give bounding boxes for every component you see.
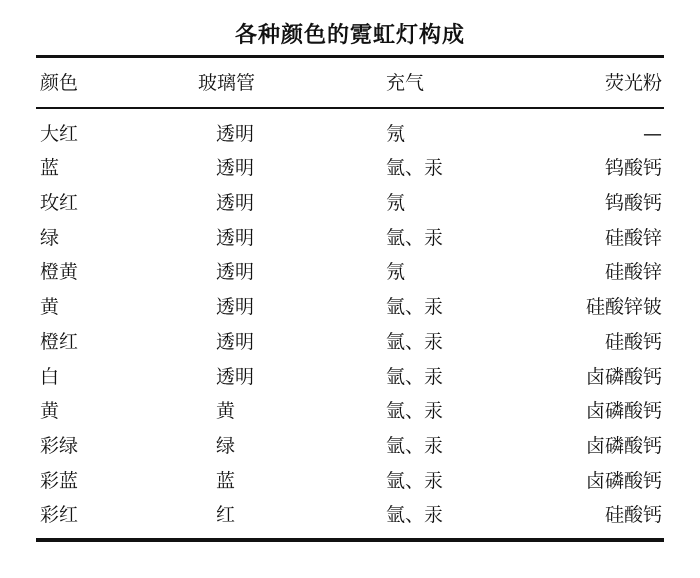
cell-phosphor: 硅酸锌	[604, 227, 662, 249]
cell-glass-tube: 透明	[216, 331, 255, 353]
cell-gas-fill: 氩、汞	[386, 227, 444, 249]
cell-gas-fill: 氩、汞	[386, 331, 444, 353]
bottom-rule	[36, 538, 664, 542]
cell-phosphor: 硅酸钙	[604, 504, 662, 526]
table-row	[0, 396, 700, 426]
cell-phosphor: 钨酸钙	[604, 157, 662, 179]
table-row	[0, 292, 700, 322]
cell-gas-fill: 氩、汞	[386, 296, 444, 318]
table-header	[0, 68, 700, 98]
cell-color: 黄	[40, 296, 60, 318]
cell-phosphor: 卤磷酸钙	[585, 400, 662, 422]
cell-glass-tube: 透明	[216, 192, 255, 214]
cell-color: 橙红	[40, 331, 79, 353]
cell-phosphor: 卤磷酸钙	[585, 366, 662, 388]
cell-glass-tube: 透明	[216, 296, 255, 318]
cell-gas-fill: 氩、汞	[386, 157, 444, 179]
cell-glass-tube: 透明	[216, 157, 255, 179]
table-row	[0, 466, 700, 496]
cell-glass-tube: 红	[216, 504, 236, 526]
cell-color: 绿	[40, 227, 60, 249]
cell-phosphor: 硅酸锌铍	[585, 296, 662, 318]
cell-color: 彩蓝	[40, 470, 79, 492]
table-row	[0, 257, 700, 287]
table-row	[0, 188, 700, 218]
cell-color: 黄	[40, 400, 60, 422]
table-row	[0, 327, 700, 357]
cell-phosphor: 硅酸锌	[604, 261, 662, 283]
cell-glass-tube: 透明	[216, 261, 255, 283]
cell-phosphor: 卤磷酸钙	[585, 470, 662, 492]
cell-gas-fill: 氩、汞	[386, 470, 444, 492]
cell-phosphor: 卤磷酸钙	[585, 435, 662, 457]
cell-glass-tube: 绿	[216, 435, 236, 457]
cell-gas-fill: 氩、汞	[386, 366, 444, 388]
cell-color: 蓝	[40, 157, 60, 179]
table-row	[0, 362, 700, 392]
top-rule	[36, 55, 664, 58]
cell-gas-fill: 氖	[386, 192, 406, 214]
table-row	[0, 223, 700, 253]
table-row	[0, 153, 700, 183]
cell-glass-tube: 黄	[216, 400, 236, 422]
header-phosphor: 荧光粉	[604, 72, 662, 94]
header-gas-fill: 充气	[386, 72, 425, 94]
table-row	[0, 500, 700, 530]
cell-color: 玫红	[40, 192, 79, 214]
cell-gas-fill: 氩、汞	[386, 400, 444, 422]
cell-color: 彩绿	[40, 435, 79, 457]
cell-color: 白	[40, 366, 60, 388]
cell-glass-tube: 透明	[216, 123, 255, 145]
cell-color: 大红	[40, 123, 79, 145]
cell-color: 彩红	[40, 504, 79, 526]
table-row	[0, 431, 700, 461]
cell-phosphor: —	[643, 123, 662, 145]
cell-glass-tube: 透明	[216, 227, 255, 249]
cell-phosphor: 硅酸钙	[604, 331, 662, 353]
header-glass-tube: 玻璃管	[198, 72, 256, 94]
table-row	[0, 119, 700, 149]
header-rule	[36, 107, 664, 109]
cell-glass-tube: 透明	[216, 366, 255, 388]
header-color: 颜色	[40, 72, 79, 94]
cell-glass-tube: 蓝	[216, 470, 236, 492]
cell-gas-fill: 氖	[386, 123, 406, 145]
cell-gas-fill: 氖	[386, 261, 406, 283]
cell-color: 橙黄	[40, 261, 79, 283]
cell-gas-fill: 氩、汞	[386, 435, 444, 457]
table-title: 各种颜色的霓虹灯构成	[234, 23, 465, 48]
cell-gas-fill: 氩、汞	[386, 504, 444, 526]
cell-phosphor: 钨酸钙	[604, 192, 662, 214]
